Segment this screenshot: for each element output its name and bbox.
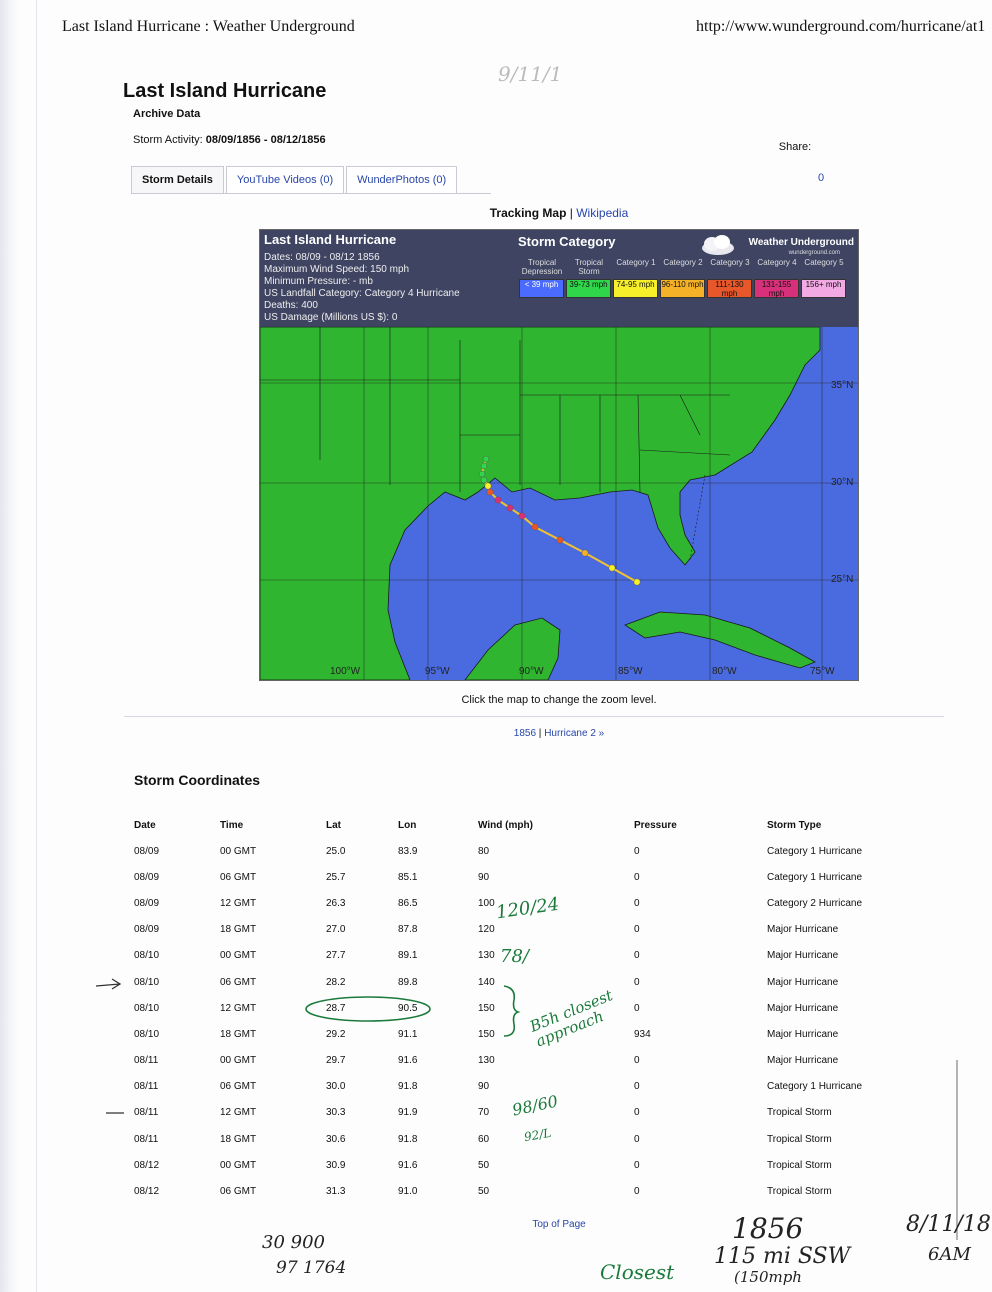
cell-wind: 150 [478,1002,495,1014]
cell-lon: 91.9 [398,1107,418,1119]
cell-lat: 31.3 [326,1186,346,1198]
col-lat: Lat [326,819,341,831]
lon-label-80w: 80°W [712,666,737,677]
cell-storm-type: Tropical Storm [767,1133,832,1145]
cell-time: 00 GMT [220,950,257,962]
annotation-time: 6AM [928,1244,971,1265]
legend-swatch-ts: 39-73 mph [566,279,611,298]
cell-date: 08/11 [134,1133,159,1145]
cell-pressure: 0 [634,924,640,936]
cell-storm-type: Tropical Storm [767,1107,832,1119]
cell-wind: 130 [478,1055,495,1067]
cell-pressure: 0 [634,1055,640,1067]
cell-storm-type: Tropical Storm [767,1186,832,1198]
page-title: Last Island Hurricane [123,80,327,102]
cell-wind: 150 [478,1028,495,1040]
map-info-min-pressure: Minimum Pressure: - mb [264,276,373,287]
cell-lon: 91.6 [398,1159,418,1171]
cell-wind: 50 [478,1159,490,1171]
cell-date: 08/11 [134,1107,159,1119]
legend-swatch-cat4: 131-155 mph [754,279,799,298]
cell-lon: 87.8 [398,924,418,936]
legend-cat-td-name: Tropical Depression [521,258,563,276]
map-info-damage: US Damage (Millions US $): 0 [264,312,398,323]
circle-mark [306,997,430,1021]
year-nav-separator: | [538,728,542,739]
col-storm-type: Storm Type [767,819,822,831]
cell-date: 08/09 [134,897,160,909]
arrow-mark [96,979,120,989]
cell-lon: 91.8 [398,1081,418,1093]
cell-storm-type: Category 1 Hurricane [767,1081,863,1093]
cell-lat: 28.2 [326,976,346,988]
page-subtitle: Archive Data [133,108,201,120]
legend-swatch-cat2: 96-110 mph [660,279,705,298]
brand-name: Weather Underground [748,237,854,248]
cell-storm-type: Category 1 Hurricane [767,845,863,857]
cell-wind: 130 [478,950,495,962]
cell-time: 06 GMT [220,976,257,988]
cell-lon: 91.6 [398,1055,418,1067]
cell-lon: 89.1 [398,950,418,962]
cell-lon: 89.8 [398,976,418,988]
legend-cat-5-name: Category 5 [804,258,844,267]
map-info-deaths: Deaths: 400 [264,300,318,311]
cell-wind: 120 [478,924,495,936]
col-time: Time [220,819,244,831]
cell-pressure: 0 [634,897,640,909]
cell-lon: 91.0 [398,1186,418,1198]
share-count[interactable]: 0 [818,172,825,184]
cell-lat: 29.2 [326,1028,346,1040]
annotation-wind-130: 78/ [500,946,529,967]
annotation-speed: (150mph [734,1268,802,1286]
cell-time: 06 GMT [220,1081,257,1093]
cell-pressure: 0 [634,1002,640,1014]
lat-label-25n: 25°N [831,574,854,585]
cell-date: 08/12 [134,1159,160,1171]
annotation-bottom-left-2: 97 1764 [276,1258,347,1278]
legend-swatch-cat1: 74-95 mph [613,279,658,298]
cell-lon: 90.5 [398,1002,418,1014]
cell-pressure: 0 [634,845,640,857]
lat-label-35n: 35°N [831,380,854,391]
tab-storm-details[interactable]: Storm Details [131,166,224,193]
cell-pressure: 0 [634,950,640,962]
cell-lat: 25.0 [326,845,346,857]
cell-pressure: 0 [634,1186,640,1198]
cell-date: 08/09 [134,845,160,857]
legend-swatch-cat5: 156+ mph [801,279,846,298]
cell-lon: 91.8 [398,1133,418,1145]
cell-pressure: 0 [634,871,640,883]
year-link[interactable]: 1856 [513,728,537,739]
cell-time: 18 GMT [220,924,257,936]
annotation-closest-approach: B5h closest approach [527,986,616,1051]
legend-cat-1-name: Category 1 [616,258,656,267]
map-caption-separator: | [569,206,573,220]
cell-time: 06 GMT [220,871,257,883]
tracking-map-label: Tracking Map [489,206,567,220]
share-label: Share: [778,141,812,153]
cell-date: 08/09 [134,924,160,936]
cell-pressure: 0 [634,1159,640,1171]
cell-storm-type: Major Hurricane [767,976,839,988]
cell-lat: 27.7 [326,950,346,962]
cell-date: 08/10 [134,976,160,988]
cell-lon: 83.9 [398,845,418,857]
lat-label-30n: 30°N [831,477,854,488]
cell-date: 08/11 [134,1055,159,1067]
cell-lat: 30.9 [326,1159,346,1171]
cell-storm-type: Major Hurricane [767,1055,839,1067]
cell-pressure: 0 [634,1133,640,1145]
annotation-distance: 115 mi SSW [714,1244,851,1269]
cell-time: 12 GMT [220,1002,257,1014]
zoom-note: Click the map to change the zoom level. [461,694,657,706]
cell-wind: 60 [478,1133,490,1145]
map-info-dates: Dates: 08/09 - 08/12 1856 [264,252,380,263]
cell-date: 08/09 [134,871,160,883]
legend-cat-ts-name: Tropical Storm [574,258,604,276]
cell-wind: 70 [478,1107,490,1119]
next-hurricane-link[interactable]: Hurricane 2 » [544,728,605,739]
print-header-url: http://www.wunderground.com/hurricane/at1 [696,18,986,35]
brace-mark [504,986,518,1036]
annotation-ts-60: 92/L [522,1125,553,1145]
map-info-max-wind: Maximum Wind Speed: 150 mph [264,264,410,275]
cell-time: 12 GMT [220,897,257,909]
cell-time: 00 GMT [220,1055,257,1067]
cell-storm-type: Major Hurricane [767,1002,839,1014]
cell-storm-type: Major Hurricane [767,950,839,962]
wikipedia-link[interactable]: Wikipedia [576,206,629,220]
annotation-closest: Closest [600,1260,675,1284]
map-storm-name: Last Island Hurricane [264,232,397,247]
col-date: Date [134,819,156,831]
lon-label-75w: 75°W [810,666,835,677]
cell-storm-type: Major Hurricane [767,1028,839,1040]
cell-lon: 86.5 [398,897,418,909]
cell-lat: 27.0 [326,924,346,936]
storm-coordinates-title: Storm Coordinates [134,772,261,788]
cell-lat: 30.0 [326,1081,346,1093]
cell-storm-type: Category 1 Hurricane [767,871,863,883]
col-pressure: Pressure [634,819,677,831]
lon-label-95w: 95°W [425,666,450,677]
cell-lat: 26.3 [326,897,346,909]
annotation-wind-120: 120/24 [494,893,561,924]
legend-swatch-cat3: 111-130 mph [707,279,752,298]
col-lon: Lon [398,819,417,831]
cell-pressure: 934 [634,1028,651,1040]
lon-label-100w: 100°W [330,666,361,677]
legend-title: Storm Category [518,234,616,249]
cell-pressure: 0 [634,1081,640,1093]
legend-cat-4-name: Category 4 [757,258,797,267]
cell-time: 00 GMT [220,845,257,857]
lon-label-85w: 85°W [618,666,643,677]
cell-wind: 90 [478,871,490,883]
cell-storm-type: Tropical Storm [767,1159,832,1171]
cell-time: 12 GMT [220,1107,257,1119]
top-of-page-link[interactable]: Top of Page [532,1219,586,1230]
lon-label-90w: 90°W [519,666,544,677]
cell-time: 18 GMT [220,1133,257,1145]
cell-wind: 50 [478,1186,490,1198]
cell-lat: 30.6 [326,1133,346,1145]
brand-sub: wunderground.com [788,250,840,256]
cell-date: 08/10 [134,1028,160,1040]
cell-date: 08/10 [134,950,160,962]
cell-lon: 85.1 [398,871,418,883]
cell-date: 08/10 [134,1002,160,1014]
cell-pressure: 0 [634,1107,640,1119]
legend-swatch-td: < 39 mph [519,279,564,298]
cell-date: 08/11 [134,1081,159,1093]
tab-youtube-videos[interactable]: YouTube Videos (0) [226,166,344,193]
legend-cat-3-name: Category 3 [710,258,750,267]
cell-storm-type: Major Hurricane [767,924,839,936]
map-info-landfall: US Landfall Category: Category 4 Hurricane [264,288,460,299]
cell-wind: 80 [478,845,490,857]
print-header-title: Last Island Hurricane : Weather Underground [62,18,355,35]
annotation-date: 8/11/18 [906,1212,991,1237]
annotation-bottom-left-1: 30 900 [262,1232,325,1253]
cell-wind: 90 [478,1081,490,1093]
cell-wind: 140 [478,976,495,988]
storm-activity-label: Storm Activity: [133,134,203,146]
cell-time: 18 GMT [220,1028,257,1040]
storm-activity-dates: 08/09/1856 - 08/12/1856 [205,134,326,146]
cell-storm-type: Category 2 Hurricane [767,897,863,909]
annotation-top-right: 9/11/1 [498,62,563,86]
cell-lon: 91.1 [398,1028,418,1040]
cell-date: 08/12 [134,1186,160,1198]
cell-time: 00 GMT [220,1159,257,1171]
annotation-year: 1856 [732,1212,804,1245]
cell-lat: 29.7 [326,1055,346,1067]
col-wind: Wind (mph) [478,819,533,831]
tab-wunderphotos[interactable]: WunderPhotos (0) [346,166,457,193]
annotation-ts-70: 98/60 [510,1091,560,1120]
cell-pressure: 0 [634,976,640,988]
legend-cat-2-name: Category 2 [663,258,703,267]
cell-lat: 25.7 [326,871,346,883]
cell-time: 06 GMT [220,1186,257,1198]
cell-lat: 30.3 [326,1107,346,1119]
cell-wind: 100 [478,897,495,909]
cell-lat: 28.7 [326,1002,346,1014]
